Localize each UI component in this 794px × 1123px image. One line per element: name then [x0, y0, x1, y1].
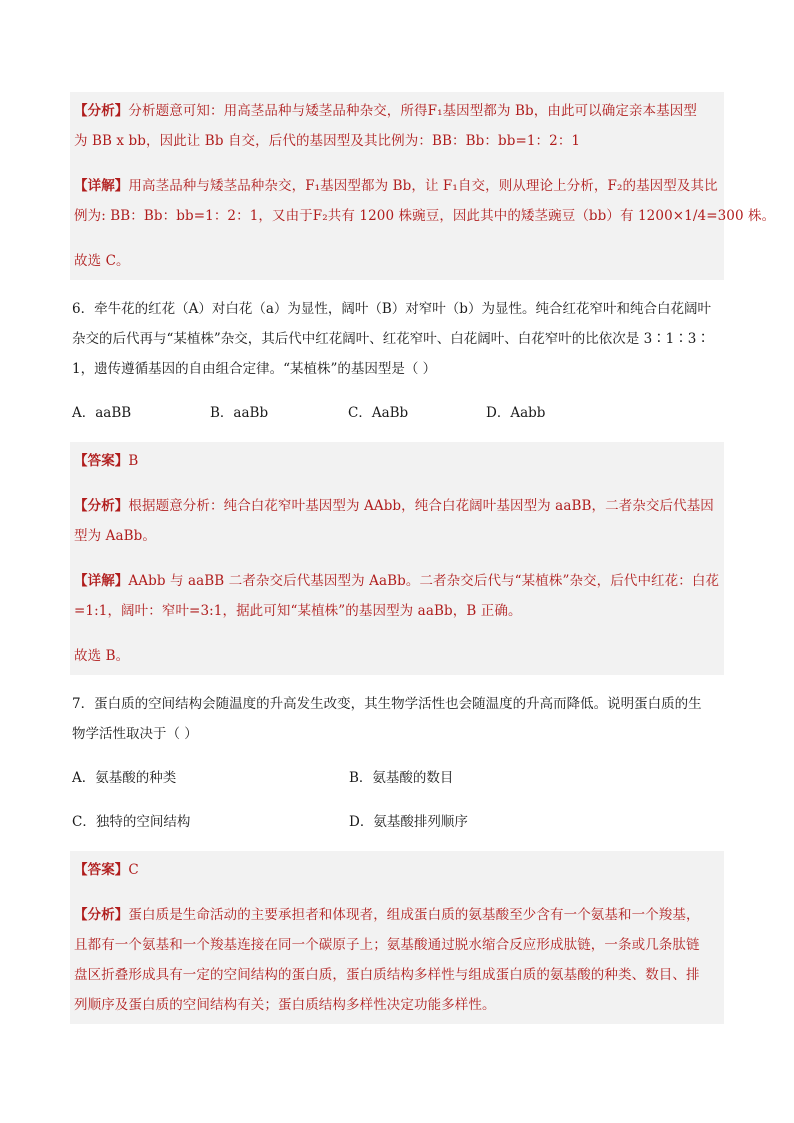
q6-stem-line-2: 杂交的后代再与“某植株”杂交，其后代中红花阔叶、红花窄叶、白花阔叶、白花窄叶的比依次是 3∶1∶3∶ [72, 331, 710, 347]
analysis-tag: 【分析】 [74, 907, 129, 923]
q5-detail-line-2: 例为: BB：Bb：bb=1：2：1，又由于F₂共有 1200 株豌豆，因此其中的矮茎豌豆（bb）有 1200×1/4=300 株。 [74, 208, 776, 224]
q7-options-row-1 [70, 763, 724, 793]
q5-analysis-line-1: 【分析】分析题意可知：用高茎品种与矮茎品种杂交，所得F₁基因型都为 Bb，由此可以确定亲本基因型 [74, 103, 697, 119]
q7-option-a: A．氨基酸的种类 [72, 770, 177, 786]
q6-answer: B [128, 453, 139, 469]
q5-analysis-line-2: 为 BB x bb，因此让 Bb 自交，后代的基因型及其比例为：BB：Bb：bb=1：2：1 [74, 133, 581, 149]
q6-analysis-line-2: 型为 AaBb。 [74, 528, 156, 544]
q6-option-c: C．AaBb [348, 405, 409, 421]
q7-analysis-line-1: 【分析】蛋白质是生命活动的主要承担者和体现者，组成蛋白质的氨基酸至少含有一个氨基和一个羧基， [74, 907, 700, 923]
q7-option-c: C．独特的空间结构 [72, 814, 191, 830]
q7-stem-line-2: 物学活性取决于（ ） [72, 726, 198, 742]
q6-stem-line-1: 6．牵牛花的红花（A）对白花（a）为显性，阔叶（B）对窄叶（b）为显性。纯合红花窄叶和纯合白花阔叶 [72, 301, 711, 317]
q7-answer: C [128, 862, 139, 878]
q6-option-d: D．Aabb [486, 405, 546, 421]
q6-analysis-line-1: 【分析】根据题意分析：纯合白花窄叶基因型为 AAbb，纯合白花阔叶基因型为 aaBB，二者杂交后代基因 [74, 498, 714, 514]
q7-option-b: B．氨基酸的数目 [349, 770, 454, 786]
q6-answer-line [74, 446, 720, 476]
q7-answer-line [74, 855, 720, 885]
q7-options-row-2 [70, 807, 724, 837]
q6-option-b: B．aaBb [210, 405, 269, 421]
q7-analysis-line-4: 列顺序及蛋白质的空间结构有关；蛋白质结构多样性决定功能多样性。 [74, 997, 496, 1013]
q7-stem-line-1: 7．蛋白质的空间结构会随温度的升高发生改变，其生物学活性也会随温度的升高而降低。说明蛋白质的生 [72, 696, 702, 712]
q7-analysis-line-2: 且都有一个氨基和一个羧基连接在同一个碳原子上；氨基酸通过脱水缩合反应形成肽链，一条或几条肽链 [74, 937, 700, 953]
q5-solution-box [70, 92, 776, 280]
answer-tag: 【答案】 [74, 453, 129, 469]
q5-detail-line-1: 【详解】用高茎品种与矮茎品种杂交，F₁基因型都为 Bb，让 F₁自交，则从理论上分析，F₂的基因型及其比 [74, 178, 718, 194]
q6-option-a: A．aaBB [72, 405, 132, 421]
q6-conclusion: 故选 B。 [74, 648, 130, 664]
detail-tag: 【详解】 [74, 573, 129, 589]
q5-conclusion: 故选 C。 [74, 253, 130, 269]
q7-option-d: D．氨基酸排列顺序 [349, 814, 468, 830]
analysis-tag: 【分析】 [74, 498, 129, 514]
q6-detail-line-2: =1:1，阔叶：窄叶=3:1，据此可知“某植株”的基因型为 aaBb，B 正确。 [74, 603, 522, 619]
q7-solution-box [70, 851, 724, 1024]
q6-stem-line-3: 1，遗传遵循基因的自由组合定律。“某植株”的基因型是（ ） [72, 361, 437, 377]
detail-tag: 【详解】 [74, 178, 129, 194]
q6-options [70, 398, 724, 428]
q6-detail-line-1: 【详解】AAbb 与 aaBB 二者杂交后代基因型为 AaBb。二者杂交后代与“某植株”杂交，后代中红花：白花 [74, 573, 720, 589]
document-page [70, 92, 776, 1024]
q6-solution-box [70, 442, 724, 675]
answer-tag: 【答案】 [74, 862, 129, 878]
q7-analysis-line-3: 盘区折叠形成具有一定的空间结构的蛋白质，蛋白质结构多样性与组成蛋白质的氨基酸的种类、数目、排 [74, 967, 700, 983]
analysis-tag: 【分析】 [74, 103, 129, 119]
